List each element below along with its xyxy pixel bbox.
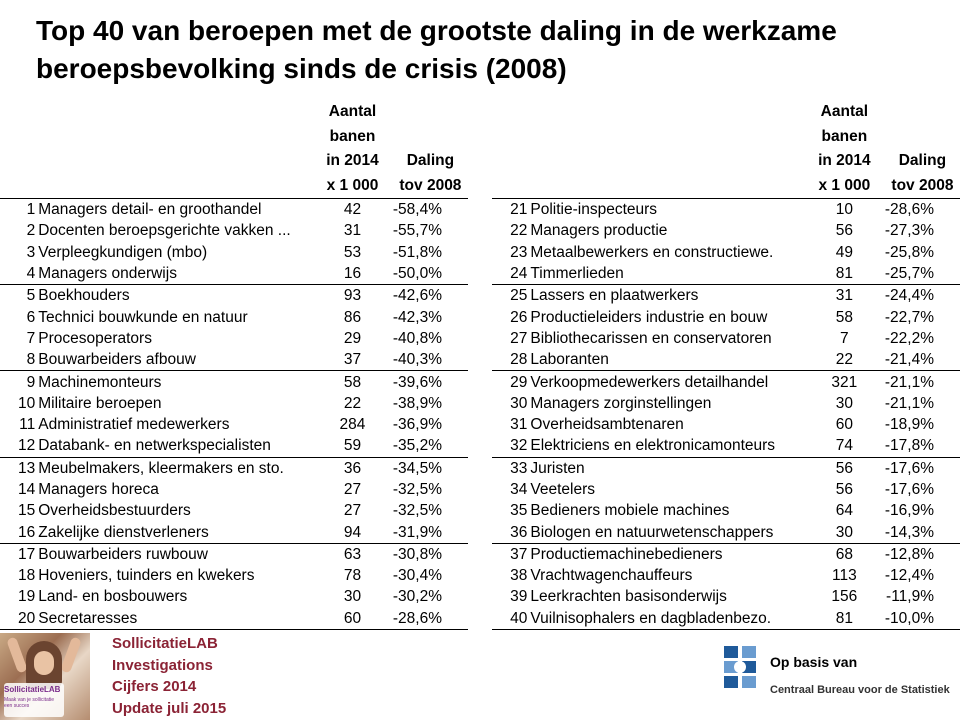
occupations-table-left <box>0 100 468 630</box>
table-row <box>0 220 468 241</box>
row-decline: -25,8% <box>884 243 934 261</box>
row-decline: -21,1% <box>884 394 934 412</box>
brand-line: Investigations <box>112 656 213 674</box>
row-decline: -11,9% <box>886 588 934 606</box>
occupations-table-right <box>492 100 960 630</box>
row-occupation: Databank- en netwerkspecialisten <box>38 435 312 457</box>
row-jobs: 30 <box>835 394 853 412</box>
brand-line: Update juli 2015 <box>112 699 227 717</box>
row-decline: -27,3% <box>884 222 934 240</box>
row-jobs: 93 <box>343 287 362 305</box>
row-jobs: 22 <box>804 349 885 371</box>
row-rank: 38 <box>510 567 528 585</box>
row-rank: 11 <box>19 416 36 434</box>
row-jobs: 29 <box>343 329 362 347</box>
row-rank: 33 <box>510 459 528 477</box>
row-jobs: 27 <box>343 502 362 520</box>
table-row <box>492 500 960 521</box>
row-rank: 23 <box>510 243 528 261</box>
row-jobs: 36 <box>343 459 362 477</box>
row-rank: 27 <box>510 329 528 347</box>
row-rank: 10 <box>17 394 36 412</box>
row-occupation: Productieleiders industrie en bouw <box>530 308 768 326</box>
row-jobs: 42 <box>312 199 393 221</box>
row-rank: 6 <box>26 308 36 326</box>
row-jobs: 22 <box>343 394 362 412</box>
table-row <box>492 285 960 307</box>
row-decline: -30,8% <box>392 545 442 563</box>
row-jobs: 56 <box>835 222 853 240</box>
row-occupation: Politie-inspecteurs <box>530 199 803 221</box>
row-jobs: 94 <box>312 521 393 543</box>
table-row <box>492 586 960 607</box>
row-occupation: Zakelijke dienstverleners <box>38 521 312 543</box>
table-row <box>0 479 468 500</box>
row-occupation: Verkoopmedewerkers detailhandel <box>530 373 769 391</box>
table-row <box>0 435 468 457</box>
decline-column-header: Daling tov 2008 <box>891 152 954 194</box>
row-rank: 35 <box>510 502 528 520</box>
row-decline: -42,3% <box>392 308 442 326</box>
row-rank: 25 <box>510 287 528 305</box>
row-occupation: Managers zorginstellingen <box>530 394 712 412</box>
row-jobs: 31 <box>343 222 362 240</box>
row-decline: -17,6% <box>884 481 934 498</box>
row-rank: 32 <box>492 435 530 457</box>
row-decline: -40,3% <box>393 349 468 371</box>
row-rank: 28 <box>492 349 530 371</box>
row-occupation: Vrachtwagenchauffeurs <box>530 567 693 585</box>
table-row <box>0 242 468 263</box>
row-decline: -38,9% <box>392 394 442 412</box>
row-jobs: 27 <box>343 481 362 498</box>
row-decline: -30,4% <box>392 567 442 585</box>
table-row <box>492 263 960 285</box>
row-occupation: Leerkrachten basisonderwijs <box>530 588 727 606</box>
table-row <box>492 199 960 221</box>
row-jobs: 60 <box>835 416 853 434</box>
row-occupation: Veetelers <box>530 481 596 498</box>
row-jobs: 7 <box>840 329 849 347</box>
row-occupation: Biologen en natuurwetenschappers <box>530 521 803 543</box>
row-jobs: 284 <box>339 416 366 434</box>
table-row <box>492 306 960 327</box>
row-jobs: 56 <box>835 459 853 477</box>
page-title: Top 40 van beroepen met de grootste daling in de werkzame beroepsbevolking sinds de crisis (2008) <box>36 15 837 84</box>
table-row <box>0 199 468 221</box>
row-decline: -22,2% <box>884 329 934 347</box>
table-header-row <box>492 100 960 199</box>
row-occupation: Land- en bosbouwers <box>38 588 188 606</box>
row-jobs: 53 <box>343 243 362 261</box>
table-row <box>492 608 960 630</box>
row-decline: -40,8% <box>392 329 442 347</box>
table-row <box>492 328 960 349</box>
table-row <box>492 435 960 457</box>
row-decline: -12,4% <box>884 567 934 585</box>
source-link-text <box>288 699 688 719</box>
table-row <box>492 521 960 543</box>
table-row <box>0 608 468 630</box>
row-rank: 8 <box>0 349 38 371</box>
row-decline: -55,7% <box>392 222 442 240</box>
row-jobs: 30 <box>343 588 362 606</box>
row-jobs: 156 <box>831 588 858 606</box>
row-decline: -22,7% <box>884 308 934 326</box>
row-occupation: Meubelmakers, kleermakers en sto. <box>38 459 284 477</box>
row-rank: 2 <box>26 222 36 240</box>
table-row <box>0 521 468 543</box>
row-rank: 36 <box>492 521 530 543</box>
row-rank: 14 <box>17 481 36 498</box>
row-rank: 20 <box>0 608 38 630</box>
table-row <box>0 306 468 327</box>
row-jobs: 86 <box>343 308 362 326</box>
row-decline: -14,3% <box>885 521 960 543</box>
table-row <box>492 457 960 479</box>
row-rank: 18 <box>17 567 36 585</box>
jobs-column-header: Aantal banen in 2014 x 1 000 <box>326 103 379 194</box>
row-decline: -30,2% <box>392 588 442 606</box>
row-jobs: 59 <box>312 435 393 457</box>
row-decline: -50,0% <box>393 263 468 285</box>
row-rank: 9 <box>26 373 36 391</box>
row-decline: -51,8% <box>392 243 442 261</box>
table-row <box>0 586 468 607</box>
row-decline: -32,5% <box>392 502 442 520</box>
row-decline: -18,9% <box>884 416 934 434</box>
row-rank: 22 <box>510 222 528 240</box>
row-rank: 4 <box>0 263 38 285</box>
row-jobs: 49 <box>835 243 853 261</box>
row-occupation: Lassers en plaatwerkers <box>530 287 699 305</box>
source-org: Centraal Bureau voor de Statistiek <box>770 684 950 696</box>
row-rank: 3 <box>26 243 36 261</box>
row-decline: -21,1% <box>884 373 934 391</box>
row-occupation: Bouwarbeiders afbouw <box>38 349 312 371</box>
row-jobs: 74 <box>804 435 885 457</box>
row-decline: -16,9% <box>884 502 934 520</box>
source-note: Op basis van <box>770 654 858 670</box>
row-jobs: 64 <box>835 502 853 520</box>
row-rank: 30 <box>510 394 528 412</box>
row-occupation: Boekhouders <box>38 287 130 305</box>
row-rank: 16 <box>0 521 38 543</box>
photo-badge-title: SollicitatieLAB <box>4 685 61 694</box>
row-decline: -10,0% <box>885 608 960 630</box>
table-row <box>492 349 960 371</box>
row-decline: -25,7% <box>885 263 960 285</box>
row-rank: 34 <box>510 481 528 498</box>
table-row <box>0 500 468 521</box>
row-occupation: Machinemonteurs <box>38 373 162 391</box>
row-rank: 17 <box>17 545 36 563</box>
table-row <box>492 479 960 500</box>
row-occupation: Timmerlieden <box>530 263 803 285</box>
row-jobs: 30 <box>804 521 885 543</box>
table-row <box>0 414 468 435</box>
row-occupation: Bouwarbeiders ruwbouw <box>38 545 208 563</box>
row-jobs: 56 <box>835 481 853 498</box>
row-occupation: Bibliothecarissen en conservatoren <box>530 329 772 347</box>
table-row <box>0 371 468 393</box>
table-row <box>0 457 468 479</box>
row-rank: 1 <box>0 199 38 221</box>
row-occupation: Overheidsambtenaren <box>530 416 684 434</box>
row-rank: 39 <box>510 588 528 606</box>
row-decline: -31,9% <box>393 521 468 543</box>
row-occupation: Bedieners mobiele machines <box>530 502 730 520</box>
row-jobs: 58 <box>835 308 853 326</box>
row-occupation: Laboranten <box>530 349 803 371</box>
row-occupation: Vuilnisophalers en dagbladenbezo. <box>530 608 803 630</box>
row-decline: -39,6% <box>392 373 442 391</box>
row-decline: -36,9% <box>392 416 442 434</box>
row-jobs: 37 <box>312 349 393 371</box>
table-row <box>0 543 468 565</box>
table-row <box>492 371 960 393</box>
row-jobs: 113 <box>831 567 857 585</box>
row-occupation: Militaire beroepen <box>38 394 162 412</box>
table-row <box>492 220 960 241</box>
row-rank: 37 <box>510 545 528 563</box>
row-occupation: Docenten beroepsgerichte vakken ... <box>38 222 291 240</box>
row-occupation: Secretaresses <box>38 608 312 630</box>
table-row <box>492 242 960 263</box>
row-decline: -42,6% <box>392 287 442 305</box>
row-decline: -28,6% <box>393 608 468 630</box>
row-rank: 12 <box>0 435 38 457</box>
row-occupation: Managers horeca <box>38 481 159 498</box>
row-occupation: Technici bouwkunde en natuur <box>38 308 248 326</box>
row-jobs: 321 <box>831 373 858 391</box>
row-rank: 19 <box>17 588 36 606</box>
row-decline: -28,6% <box>885 199 960 221</box>
row-jobs: 10 <box>804 199 885 221</box>
row-rank: 29 <box>510 373 528 391</box>
table-row <box>492 414 960 435</box>
row-jobs: 63 <box>343 545 362 563</box>
row-occupation: Juristen <box>530 459 585 477</box>
row-occupation: Managers productie <box>530 222 668 240</box>
brand-line: Cijfers 2014 <box>112 678 197 695</box>
row-jobs: 58 <box>343 373 362 391</box>
row-rank: 7 <box>26 329 36 347</box>
decline-column-header: Daling tov 2008 <box>399 152 462 194</box>
cbs-logo-icon <box>722 644 758 690</box>
row-occupation: Overheidsbestuurders <box>38 502 191 520</box>
row-decline: -35,2% <box>393 435 468 457</box>
row-decline: -12,8% <box>884 545 934 563</box>
row-decline: -24,4% <box>884 287 934 305</box>
row-occupation: Administratief medewerkers <box>38 416 230 434</box>
row-decline: -34,5% <box>392 459 442 477</box>
row-occupation: Productiemachinebedieners <box>530 545 723 563</box>
row-jobs: 60 <box>312 608 393 630</box>
table-header-row <box>0 100 468 199</box>
row-rank: 15 <box>17 502 36 520</box>
jobs-column-header: Aantal banen in 2014 x 1 000 <box>818 103 871 194</box>
table-row <box>492 393 960 414</box>
row-rank: 24 <box>492 263 530 285</box>
row-jobs: 68 <box>835 545 853 563</box>
row-decline: -32,5% <box>392 481 442 498</box>
row-rank: 26 <box>510 308 528 326</box>
table-row <box>492 543 960 565</box>
table-row <box>0 393 468 414</box>
row-rank: 21 <box>492 199 530 221</box>
row-jobs: 78 <box>343 567 362 585</box>
row-rank: 13 <box>17 459 36 477</box>
row-jobs: 81 <box>804 263 885 285</box>
table-row <box>0 263 468 285</box>
row-occupation: Procesoperators <box>38 329 152 347</box>
row-occupation: Verpleegkundigen (mbo) <box>38 243 208 261</box>
brand-block <box>112 633 226 719</box>
row-decline: -17,8% <box>885 435 960 457</box>
table-row <box>0 328 468 349</box>
row-decline: -17,6% <box>884 459 934 477</box>
brand-line: SollicitatieLAB <box>112 635 218 652</box>
row-rank: 31 <box>510 416 528 434</box>
promo-photo <box>0 633 90 720</box>
row-occupation: Hoveniers, tuinders en kwekers <box>38 567 255 585</box>
table-row <box>0 349 468 371</box>
row-occupation: Elektriciens en elektronicamonteurs <box>530 435 803 457</box>
table-row <box>492 565 960 586</box>
table-row <box>0 285 468 307</box>
row-occupation: Managers onderwijs <box>38 263 312 285</box>
row-rank: 40 <box>492 608 530 630</box>
table-row <box>0 565 468 586</box>
row-jobs: 16 <box>312 263 393 285</box>
row-jobs: 81 <box>804 608 885 630</box>
row-jobs: 31 <box>835 287 853 305</box>
row-decline: -21,4% <box>885 349 960 371</box>
row-rank: 5 <box>26 287 36 305</box>
row-occupation: Managers detail- en groothandel <box>38 199 312 221</box>
photo-badge-subtitle: Maak van je sollicitatie een succes <box>4 697 55 709</box>
row-decline: -58,4% <box>393 199 468 221</box>
row-occupation: Metaalbewerkers en constructiewe. <box>530 243 774 261</box>
